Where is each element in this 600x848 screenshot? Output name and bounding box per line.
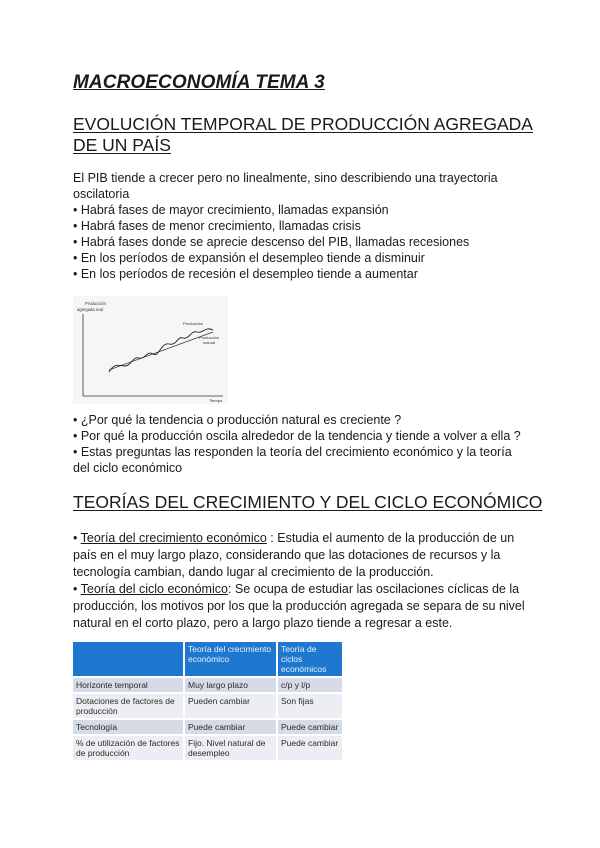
- intro-paragraph: [73, 170, 523, 282]
- trend-line: [109, 332, 216, 370]
- table-row: [73, 677, 343, 693]
- table-cell: Dotaciones de factores de producción: [73, 693, 184, 719]
- series-label: natural: [203, 340, 216, 345]
- table-cell: Fijo. Nivel natural de desempleo: [184, 735, 277, 761]
- table-row: [73, 735, 343, 761]
- table-row: [73, 693, 343, 719]
- x-axis-label: Tiempo: [209, 398, 223, 403]
- table-cell: Horizonte temporal: [73, 677, 184, 693]
- document-title: MACROECONOMÍA TEMA 3: [73, 72, 325, 93]
- table-cell: Tecnología: [73, 719, 184, 735]
- y-axis-label: agregada real: [77, 307, 103, 312]
- y-axis-label: Producción: [85, 301, 106, 306]
- question-item: • Por qué la producción oscila alrededor de la tendencia y tiende a volver a ella ?: [73, 429, 521, 443]
- theory-term: Teoría del crecimiento económico: [80, 531, 267, 545]
- table-row: [73, 719, 343, 735]
- table-cell: Puede cambiar: [277, 719, 343, 735]
- table-cell: Puede cambiar: [184, 719, 277, 735]
- table-cell: Son fijas: [277, 693, 343, 719]
- theories-paragraph: [73, 530, 533, 632]
- bullet-item: • Habrá fases donde se aprecie descenso del PIB, llamadas recesiones: [73, 235, 470, 249]
- theory-item: • Teoría del crecimiento económico : Estudia el aumento de la producción de un país en el muy largo plazo, considerando que las dotaciones de recursos y la tecnología cambian, dando lugar al crecimiento de la producción.: [73, 531, 515, 579]
- output-trend-figure: [73, 296, 228, 404]
- comparison-table: [73, 642, 344, 762]
- bullet-item: • Habrá fases de menor crecimiento, llamadas crisis: [73, 219, 361, 233]
- comparison-table-container: [73, 642, 344, 762]
- table-cell: c/p y l/p: [277, 677, 343, 693]
- table-header-cell: Teoría de ciclos económicos: [277, 642, 343, 677]
- series-label: Producción: [199, 335, 220, 340]
- table-header-row: [73, 642, 343, 677]
- table-cell: % de utilización de factores de producción: [73, 735, 184, 761]
- actual-output-line: [109, 329, 216, 372]
- table-cell: Puede cambiar: [277, 735, 343, 761]
- questions-list: [73, 412, 523, 476]
- table-cell: Muy largo plazo: [184, 677, 277, 693]
- table-header-cell: Teoría del crecimiento económico: [184, 642, 277, 677]
- section-heading-evolucion: EVOLUCIÓN TEMPORAL DE PRODUCCIÓN AGREGADA DE UN PAÍS: [73, 114, 533, 155]
- theory-term: Teoría del ciclo económico: [80, 582, 228, 596]
- table-header-cell: [73, 642, 184, 677]
- theory-item: • Teoría del ciclo económico: Se ocupa de estudiar las oscilaciones cíclicas de la producción, los motivos por los que la producción agregada se separa de su nivel natural en el corto plazo, pero a largo plazo tiende a regresar a este.: [73, 582, 525, 630]
- table-cell: Pueden cambiar: [184, 693, 277, 719]
- bullet-item: • En los períodos de expansión el desempleo tiende a disminuir: [73, 251, 425, 265]
- question-item: • ¿Por qué la tendencia o producción natural es creciente ?: [73, 413, 402, 427]
- bullet-item: • Habrá fases de mayor crecimiento, llamadas expansión: [73, 203, 389, 217]
- question-item: • Estas preguntas las responden la teoría del crecimiento económico y la teoría del ciclo económico: [73, 445, 512, 475]
- intro-text: El PIB tiende a crecer pero no linealmente, sino describiendo una trayectoria oscilatoria: [73, 171, 498, 201]
- output-trend-svg: [73, 296, 228, 404]
- section-heading-teorias: TEORÍAS DEL CRECIMIENTO Y DEL CICLO ECONÓMICO: [73, 492, 543, 512]
- bullet-item: • En los períodos de recesión el desempleo tiende a aumentar: [73, 267, 418, 281]
- series-label: Producción: [183, 321, 204, 326]
